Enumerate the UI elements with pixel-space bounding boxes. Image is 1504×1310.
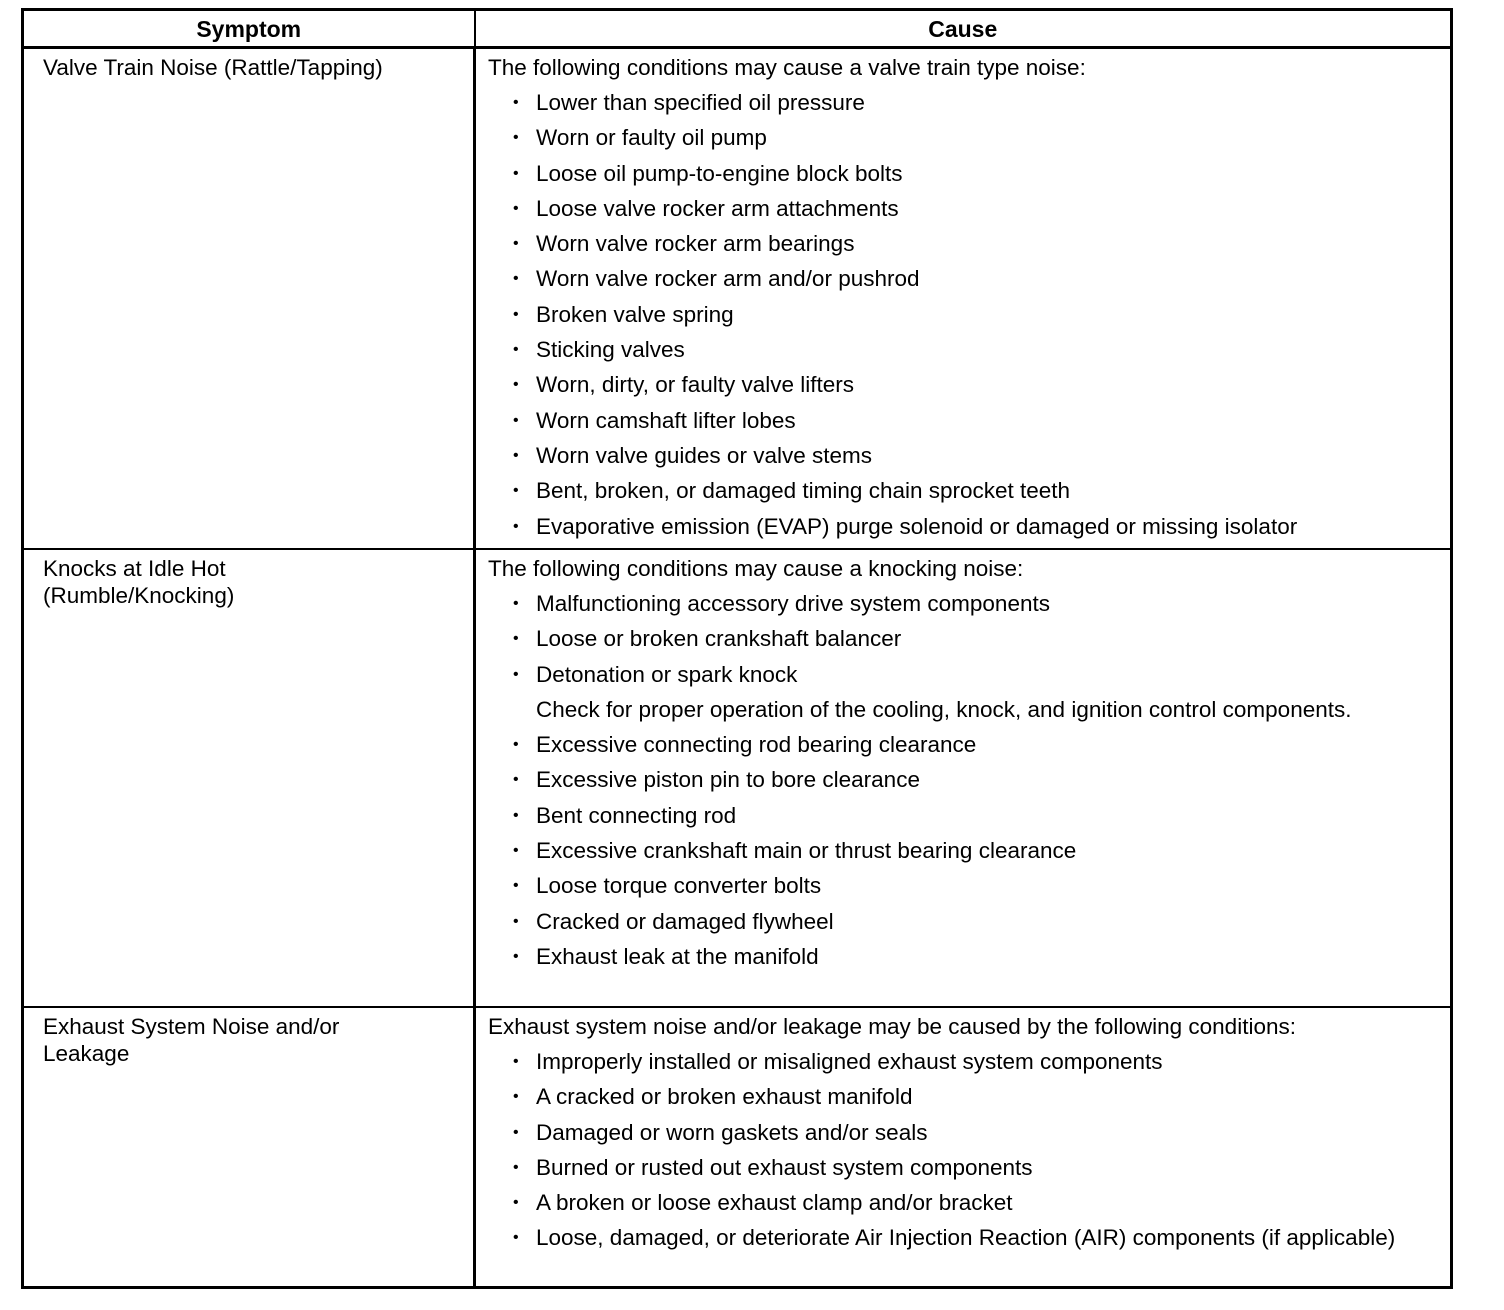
cause-list [488, 89, 1440, 540]
list-item: • Damaged or worn gaskets and/or seals [513, 1119, 928, 1145]
bullet-icon: • [513, 595, 519, 612]
bullet-icon: • [513, 235, 519, 253]
symptom-cell [23, 1007, 475, 1288]
diagnostic-table [21, 8, 1453, 1289]
cause-intro: The following conditions may cause a knocking noise: [488, 556, 1024, 581]
list-item: • Loose torque converter bolts [513, 873, 822, 899]
bullet-icon: • [513, 1123, 519, 1141]
bullet-icon: • [513, 517, 519, 535]
list-item: • A cracked or broken exhaust manifold [513, 1084, 913, 1110]
header-row [23, 10, 1452, 48]
cause-list [488, 590, 1440, 970]
symptom-text: Exhaust System Noise and/or Leakage [43, 1014, 340, 1066]
bullet-icon: • [513, 771, 519, 789]
list-item: • Loose, damaged, or deteriorate Air Injection Reaction (AIR) components (if applicable) [513, 1225, 1396, 1251]
bullet-icon: • [513, 912, 519, 930]
cause-intro: Exhaust system noise and/or leakage may be caused by the following conditions: [488, 1014, 1296, 1039]
bullet-icon: • [513, 630, 519, 648]
bullet-icon: • [513, 94, 519, 111]
list-note: Check for proper operation of the cooling, knock, and ignition control components. [536, 696, 1352, 722]
bullet-icon: • [513, 446, 519, 464]
bullet-icon: • [513, 806, 519, 824]
symptom-cell [23, 48, 475, 550]
symptom-text: Knocks at Idle Hot (Rumble/Knocking) [43, 556, 235, 608]
symptom-cell [23, 549, 475, 1007]
symptom-text: Valve Train Noise (Rattle/Tapping) [43, 55, 383, 80]
list-item: • Worn, dirty, or faulty valve lifters [513, 372, 855, 398]
bullet-icon: • [513, 665, 519, 683]
table-row [23, 1007, 1452, 1288]
list-item: • Worn camshaft lifter lobes [513, 407, 796, 433]
bullet-icon: • [513, 947, 519, 965]
list-item: • Improperly installed or misaligned exhaust system components [513, 1049, 1163, 1074]
bullet-icon: • [513, 341, 519, 359]
cause-list [488, 1048, 1440, 1251]
list-item: • Lower than specified oil pressure [513, 90, 865, 115]
list-item: • Worn or faulty oil pump [513, 125, 767, 151]
bullet-icon: • [513, 842, 519, 860]
list-item: • Exhaust leak at the manifold [513, 943, 819, 969]
bullet-icon: • [513, 736, 519, 754]
list-item: • Burned or rusted out exhaust system components [513, 1154, 1033, 1180]
cause-intro: The following conditions may cause a valve train type noise: [488, 55, 1086, 80]
list-item: • Worn valve guides or valve stems [513, 442, 872, 468]
list-item: • Excessive connecting rod bearing clearance [513, 732, 977, 758]
bullet-icon: • [513, 199, 519, 217]
list-item: • Evaporative emission (EVAP) purge solenoid or damaged or missing isolator [513, 513, 1298, 539]
list-item: • Excessive crankshaft main or thrust bearing clearance [513, 838, 1077, 864]
list-item: • Malfunctioning accessory drive system components [513, 591, 1050, 616]
cause-cell [475, 1007, 1452, 1288]
bullet-icon: • [513, 1088, 519, 1106]
bullet-icon: • [513, 877, 519, 895]
list-item: • Sticking valves [513, 337, 685, 363]
table-row [23, 549, 1452, 1007]
list-item: • Detonation or spark knock [513, 661, 798, 687]
bullet-icon: • [513, 270, 519, 288]
bullet-icon: • [513, 1229, 519, 1247]
bullet-icon: • [513, 376, 519, 394]
cause-cell [475, 549, 1452, 1007]
list-item: • Worn valve rocker arm and/or pushrod [513, 266, 920, 292]
cause-cell [475, 48, 1452, 550]
list-item: • Bent connecting rod [513, 802, 737, 828]
table-row [23, 48, 1452, 550]
bullet-icon: • [513, 305, 519, 323]
bullet-icon: • [513, 482, 519, 500]
cause-header: Cause [475, 10, 1452, 48]
bullet-icon: • [513, 1158, 519, 1176]
list-item: • Worn valve rocker arm bearings [513, 231, 855, 257]
list-item: • A broken or loose exhaust clamp and/or bracket [513, 1190, 1013, 1216]
bullet-icon: • [513, 411, 519, 429]
list-item: • Loose valve rocker arm attachments [513, 195, 899, 221]
bullet-icon: • [513, 1053, 519, 1070]
list-item: • Excessive piston pin to bore clearance [513, 767, 920, 793]
list-item: • Cracked or damaged flywheel [513, 908, 834, 934]
bullet-icon: • [513, 129, 519, 147]
symptom-header: Symptom [23, 10, 475, 48]
bullet-icon: • [513, 1194, 519, 1212]
list-item: • Bent, broken, or damaged timing chain sprocket teeth [513, 478, 1071, 504]
list-item: • Broken valve spring [513, 301, 734, 327]
list-item: • Loose oil pump-to-engine block bolts [513, 160, 903, 186]
list-item: • Loose or broken crankshaft balancer [513, 626, 902, 652]
bullet-icon: • [513, 164, 519, 182]
